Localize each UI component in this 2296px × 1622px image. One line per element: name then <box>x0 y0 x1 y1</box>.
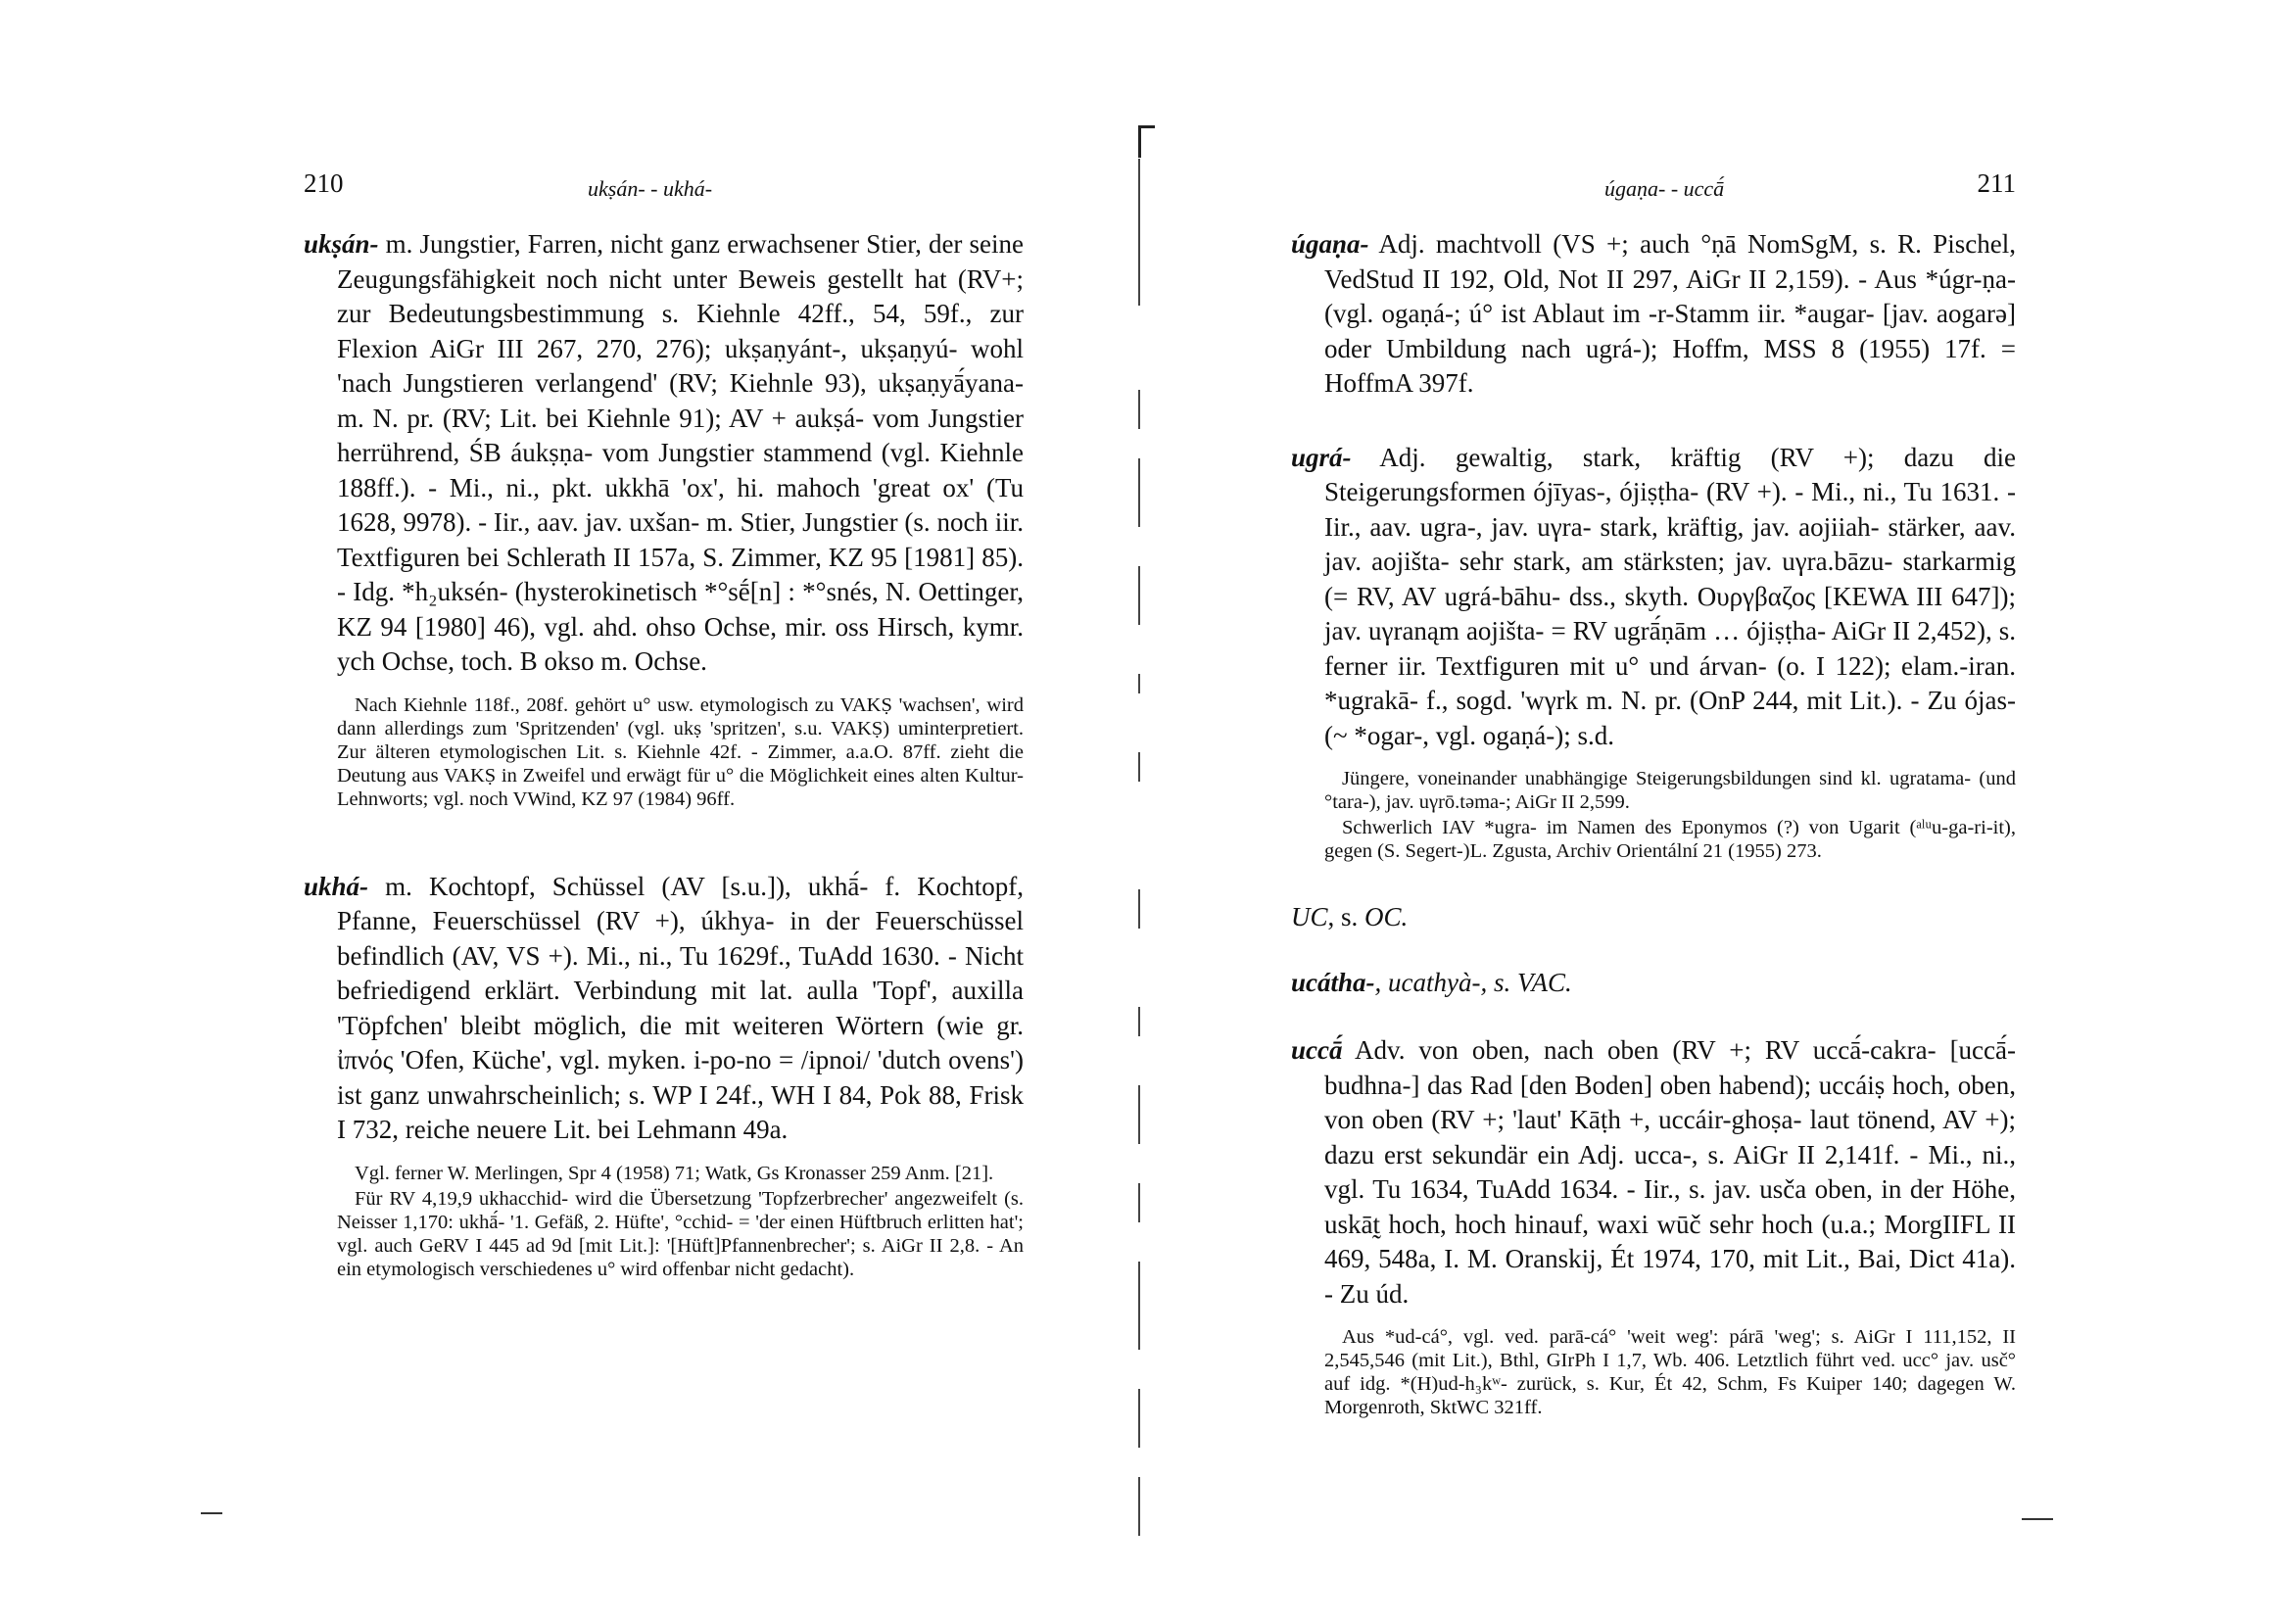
right-page-body <box>1291 227 2016 1419</box>
book-gutter <box>1138 125 1144 1536</box>
page-number-right: 211 <box>1977 168 2016 198</box>
note-ukha-1: Vgl. ferner W. Merlingen, Spr 4 (1958) 71; Watk, Gs Kronasser 259 Anm. [21]. <box>355 1162 994 1184</box>
crossref-uc: UC, s. OC. <box>1291 902 1409 931</box>
left-page <box>294 0 1024 1622</box>
lemma-ugra: ugrá- <box>1291 442 1352 472</box>
note-ukha-2: Für RV 4,19,9 ukhacchid- wird die Übersetzung 'Topfzerbrecher' angezweifelt (s. Neisser 1,170: ukhā́- '1. Gefäß, 2. Hüfte', °cchid- = 'der einen Hüftbruch erlitten hat'; vgl. auch GeRV I 445 ad 9d [mit Lit.]: '[Hüft]Pfannenbrecher'; s. AiGr II 2,8. - An ein etymologisch verschiedenes u° wird offenbar nicht gedacht). <box>337 1187 1024 1280</box>
crossref-ucatha-lemma: ucátha- <box>1291 968 1375 997</box>
scan-mark-left <box>201 1512 222 1514</box>
entry-uksan <box>304 227 1024 680</box>
entry-ucca <box>1291 1033 2016 1312</box>
crossref-ucatha: ucátha-, ucathyà-, s. VAC. <box>1291 968 1572 997</box>
entry-ugra-text: Adj. gewaltig, stark, kräftig (RV +); dazu die Steigerungsformen ójīyas-, ójiṣṭha- (RV +). - Mi., ni., Tu 1631. - Iir., aav. ugra-, jav. uγra- stark, kräftig, jav. aojiiah- stärker, aav. jav. aojišta- sehr stark, am stärksten; jav. uγra.bāzu- starkarmig (= RV, AV ugrá-bāhu- dss., skyth. Ουργβαζος [KEWA III 647]); jav. uγranąm aojišta- = RV ugrā́ṇām … ójiṣṭha- AiGr II 2,452), s. ferner iir. Textfiguren mit u° und árvan- (o. I 122); elam.-iran. *ugrakā- f., sogd. 'wγrk m. N. pr. (OnP 244, mit Lit.). - Zu ójas- (~ *ogar-, vgl. ogaṇá-); s.d. <box>1324 442 2016 750</box>
entry-ukha-text: m. Kochtopf, Schüssel (AV [s.u.]), ukhā́- f. Kochtopf, Pfanne, Feuerschüssel (RV +), úkhya- in der Feuerschüssel befindlich (AV, VS +). Mi., ni., Tu 1629f., TuAdd 1630. - Nicht befriedigend erklärt. Verbindung mit lat. aulla 'Topf', auxilla 'Töpfchen' bleibt möglich, die mit weiteren Wörtern (wie gr. ἰπνός 'Ofen, Küche', vgl. myken. i-po-no = /ipnoi/ 'dutch ovens') ist ganz unwahrscheinlich; s. WP I 24f., WH I 84, Pok 88, Frisk I 732, reiche neuere Lit. bei Lehmann 49a. <box>337 871 1024 1144</box>
entry-ucca-text: Adv. von oben, nach oben (RV +; RV uccā́-cakra- [uccā́-budhna-] das Rad [den Boden] oben habend); uccáiṣ hoch, oben, von oben (RV +; 'laut' Kāṭh +, uccáir-ghoṣa- laut tönend, AV +); dazu erst sekundär ein Adj. ucca-, s. AiGr II 2,141f. - Mi., ni., vgl. Tu 1634, TuAdd 1634. - Iir., s. jav. usča oben, in der Höhe, uskāt̰ hoch, hoch hinauf, waxi wūč sehr hoch (u.a.; MorgIIFL II 469, 548a, I. M. Oranskij, Ét 1974, 170, mit Lit., Bai, Dict 41a). - Zu úd. <box>1324 1035 2016 1309</box>
scan-mark-right <box>2022 1518 2053 1520</box>
note-ugra-2: Schwerlich IAV *ugra- im Namen des Eponymos (?) von Ugarit (ᵃˡᵘu-ga-ri-it), gegen (S. Segert-)L. Zgusta, Archiv Orientální 21 (1955) 273. <box>1324 817 2016 862</box>
note-ucca: Aus *ud-cá°, vgl. ved. parā-cá° 'weit weg': párā 'weg'; s. AiGr I 111,152, II 2,545,546 (mit Lit.), Bthl, GIrPh I 1,7, Wb. 406. Letztlich führt ved. ucc° jav. usč° auf idg. *(H)ud-h₃kʷ- zurück, s. Kur, Ét 42, Schm, Fs Kuiper 140; dagegen W. Morgenroth, SktWC 321ff. <box>1324 1326 2016 1418</box>
gutter-bracket <box>1138 125 1155 158</box>
entry-uksan-text: m. Jungstier, Farren, nicht ganz erwachsener Stier, der seine Zeugungsfähigkeit noch nicht unter Beweis gestellt hat (RV+; zur Bedeutungsbestimmung s. Kiehnle 42ff., 54, 59f., zur Flexion AiGr III 267, 270, 276); ukṣaṇyánt-, ukṣaṇyú- wohl 'nach Jungstieren verlangend' (RV; Kiehnle 93), ukṣaṇyā́yana- m. N. pr. (RV; Lit. bei Kiehnle 91); AV + aukṣá- vom Jungstier herrührend, ŚB áukṣṇa- vom Jungstier stammend (vgl. Kiehnle 188ff.). - Mi., ni., pkt. ukkhā 'ox', hi. mahoch 'great ox' (Tu 1628, 9978). - Iir., aav. jav. uxšan- m. Stier, Jungstier (s. noch iir. Textfiguren bei Schlerath II 157a, S. Zimmer, KZ 95 [1981] 85). - Idg. *h₂uksén- (hysterokinetisch *°sḗ[n] : *°snés, N. Oettinger, KZ 94 [1980] 46), vgl. ahd. ohso Ochse, mir. oss Hirsch, kymr. ych Ochse, toch. B okso m. Ochse. <box>337 229 1024 676</box>
crossref-uc-target: OC. <box>1364 902 1409 931</box>
entry-ugana <box>1291 227 2016 402</box>
right-page <box>1291 0 2016 1622</box>
note-ugra-1: Jüngere, voneinander unabhängige Steigerungsbildungen sind kl. ugratama- (und °tara-), jav. uγrō.təma-; AiGr II 2,599. <box>1324 768 2016 813</box>
lemma-ukha: ukhá- <box>304 871 369 901</box>
left-page-body <box>304 227 1024 1281</box>
crossref-ucatha-target: VAC. <box>1516 968 1572 997</box>
entry-ugra <box>1291 441 2016 754</box>
running-head-right: úgaṇa- - uccā́ <box>1604 176 1725 201</box>
lemma-uksan: ukṣán- <box>304 229 379 259</box>
lemma-ugana: úgaṇa- <box>1291 229 1369 259</box>
running-head-left: ukṣán- - ukhá- <box>588 176 713 201</box>
page-number-left: 210 <box>304 168 344 198</box>
entry-ugana-text: Adj. machtvoll (VS +; auch °ṇā NomSgM, s. R. Pischel, VedStud II 192, Old, Not II 297, AiGr II 2,159). - Aus *úgr-ṇa- (vgl. ogaṇá-; ú° ist Ablaut im -r-Stamm iir. *augar- [jav. aogarə] oder Umbildung nach ugrá-); Hoffm, MSS 8 (1955) 17f. = HoffmA 397f. <box>1324 229 2016 398</box>
crossref-uc-lemma: UC <box>1291 902 1328 931</box>
lemma-ucca: uccā́ <box>1291 1035 1343 1065</box>
entry-ukha <box>304 870 1024 1148</box>
note-uksan: Nach Kiehnle 118f., 208f. gehört u° usw. etymologisch zu VAKṢ 'wachsen', wird dann allerdings zum 'Spritzenden' (vgl. ukṣ 'spritzen', s.u. VAKṢ) uminterpretiert. Zur älteren etymologischen Lit. s. Kiehnle 42f. - Zimmer, a.a.O. 87ff. zieht die Deutung aus VAKṢ in Zweifel und erwägt für u° die Möglichkeit eines alten Kultur-Lehnworts; vgl. noch VWind, KZ 97 (1984) 96ff. <box>337 693 1024 810</box>
